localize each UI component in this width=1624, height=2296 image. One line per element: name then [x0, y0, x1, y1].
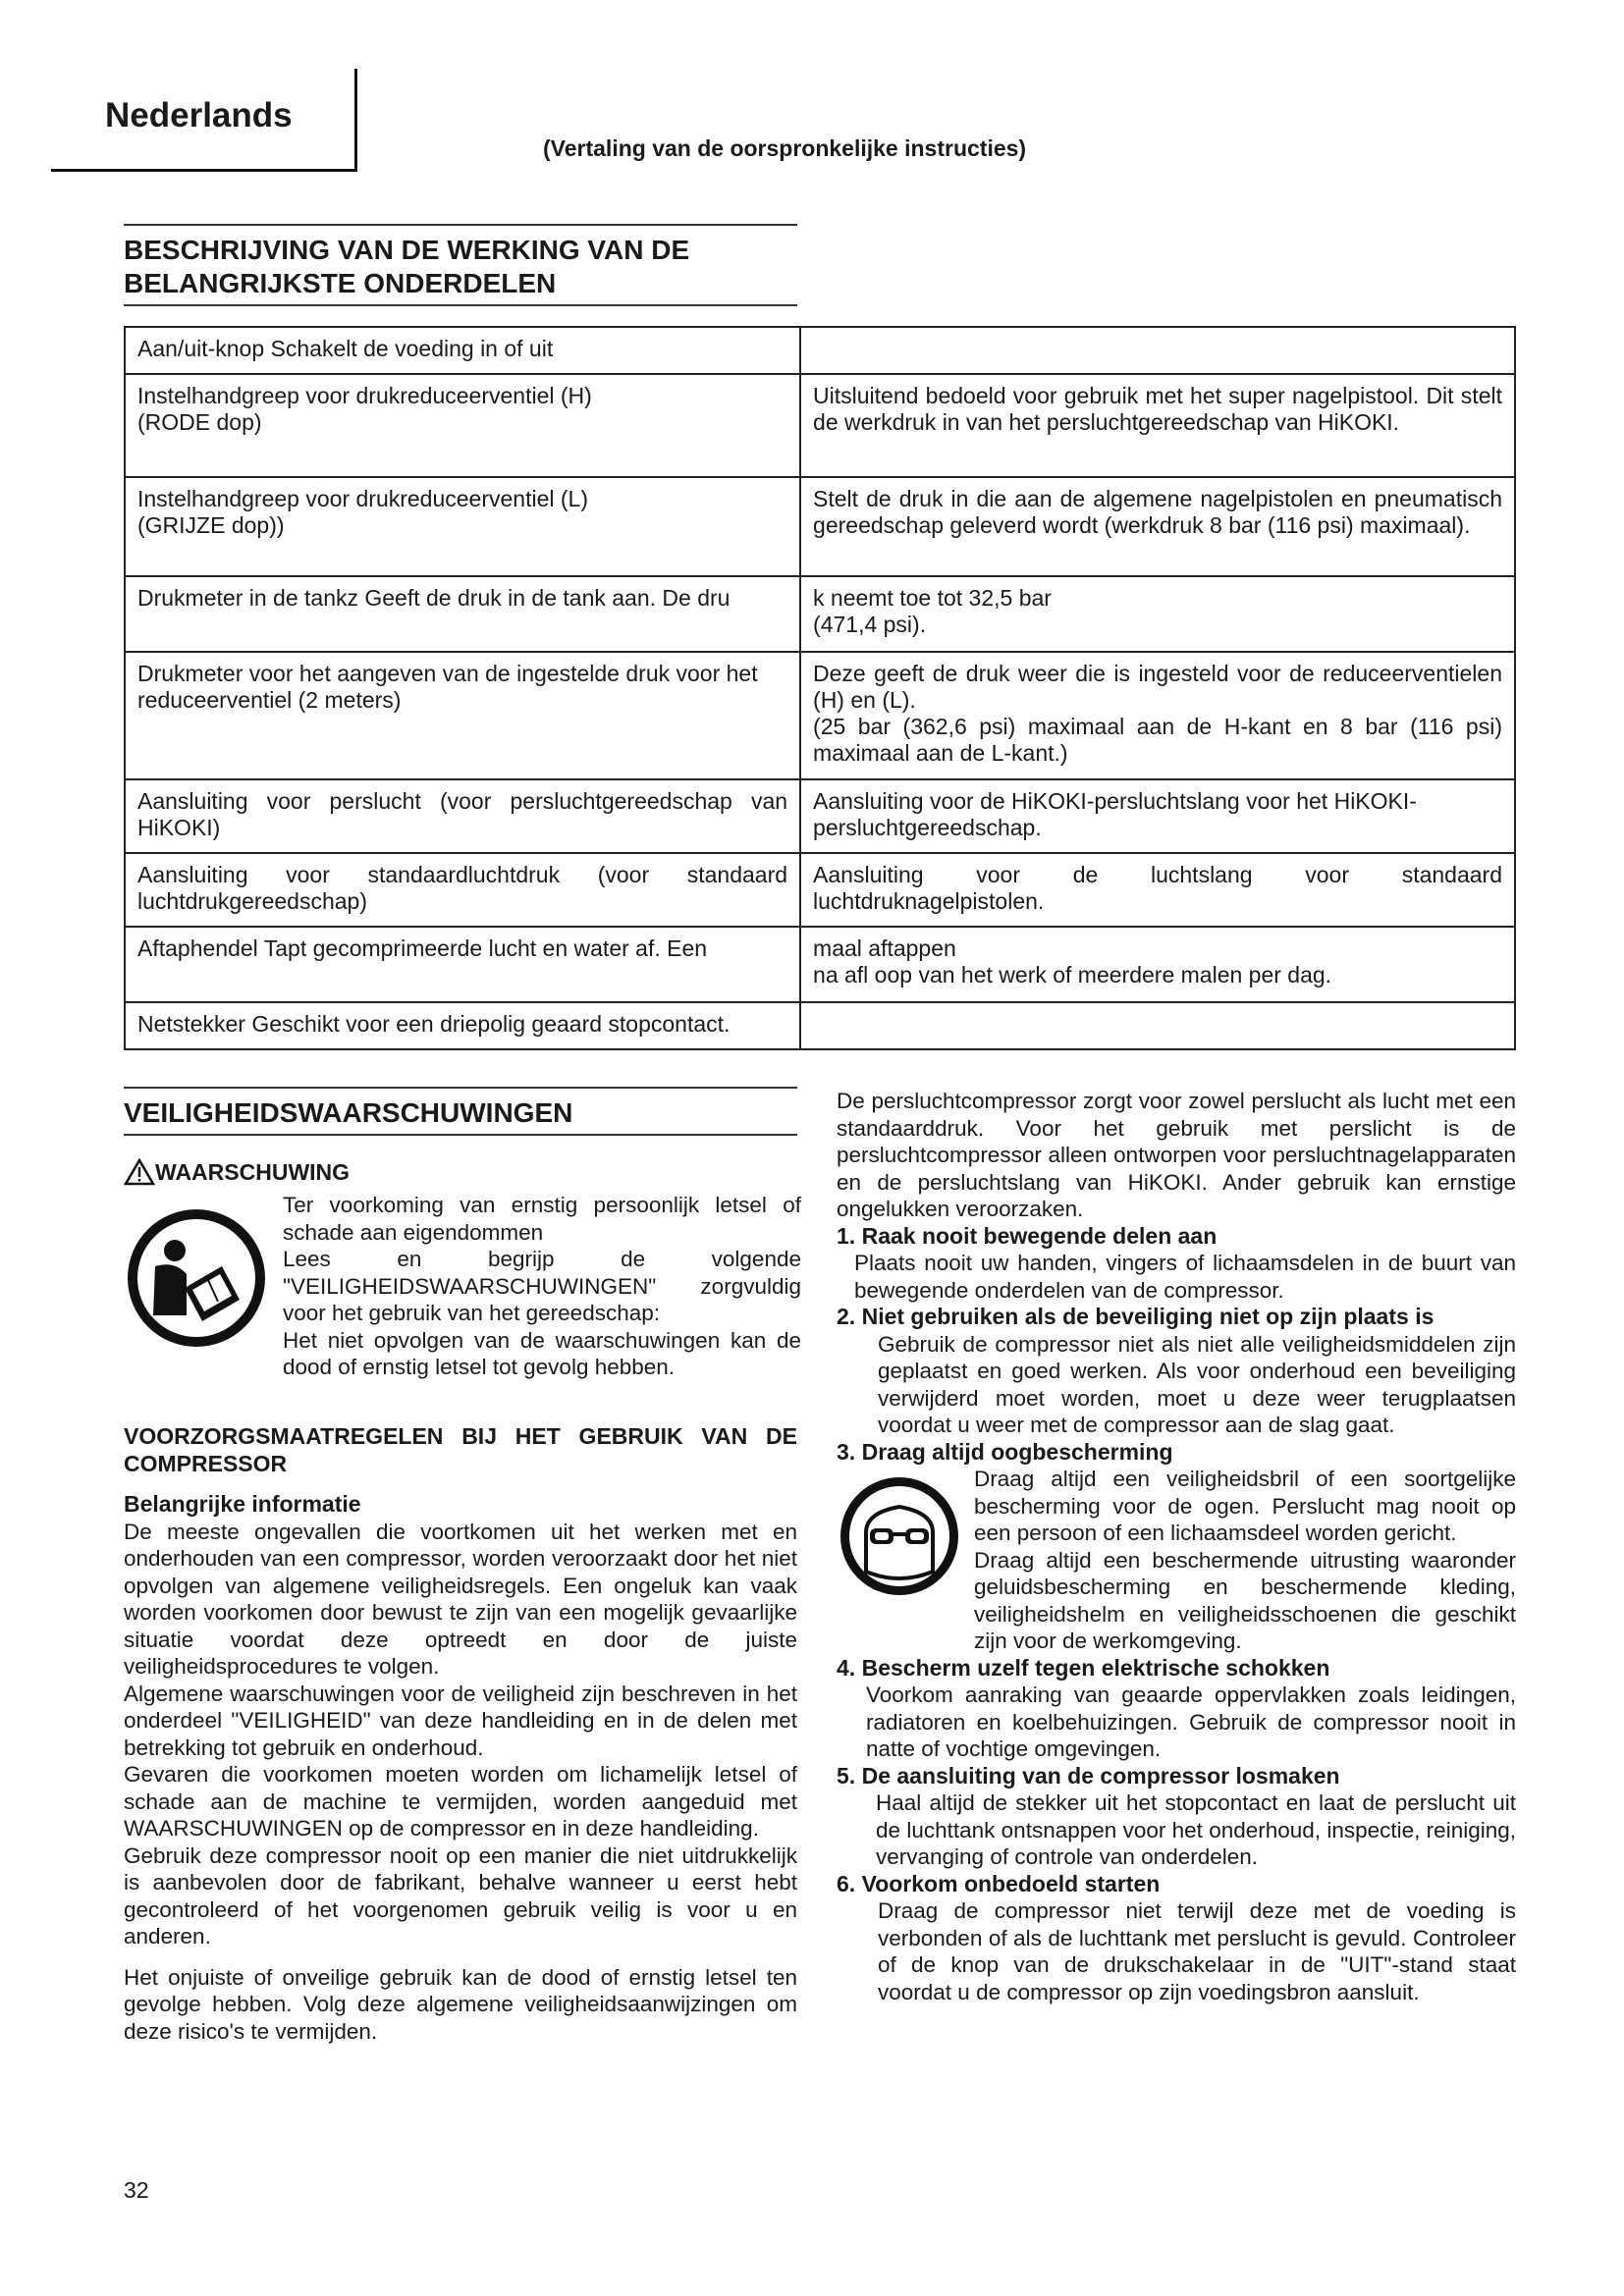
description-heading-line1: BESCHRIJVING VAN DE WERKING VAN DE [124, 235, 690, 265]
table-row [125, 652, 1515, 779]
translation-subtitle: (Vertaling van de oorspronkelijke instructies) [543, 135, 1027, 161]
warning-text-2: Lees en begrijp de volgende "VEILIGHEIDSWAARSCHUWINGEN" zorgvuldig voor het gebruik van het gereedschap: [283, 1247, 801, 1325]
item-text: Haal altijd de stekker uit het stopcontact en laat de perslucht uit de luchttank ontsnappen voor het onderhoud, inspectie, reiniging, vervanging of controle van onderdelen. [876, 1790, 1516, 1869]
table-cell-right: Uitsluitend bedoeld voor gebruik met het super nagelpistool. Dit stelt de werkdruk in van het persluchtgereedschap van HiKOKI. [800, 374, 1515, 477]
language-label: Nederlands [105, 96, 293, 134]
safety-heading: VEILIGHEIDSWAARSCHUWINGEN [124, 1087, 797, 1136]
item-text: Voorkom aanraking van geaarde oppervlakken zoals leidingen, radiatoren en koelbehuizingen. Gebruik de compressor nooit in natte of vochtige omgevingen. [866, 1682, 1516, 1761]
item-title: 4. Bescherm uzelf tegen elektrische schokken [837, 1654, 1330, 1681]
table-cell-right: Stelt de druk in die aan de algemene nagelpistolen en pneumatisch gereedschap geleverd wordt (werkdruk 8 bar (116 psi) maximaal). [800, 477, 1515, 576]
item-text: Draag de compressor niet terwijl deze met de voeding is verbonden of als de luchttank met perslucht is gevuld. Controleer of de knop van de drukschakelaar in de "UIT"-stand staat voordat u de compressor op zijn voedingsbron aansluit. [878, 1898, 1516, 2004]
item-title: 2. Niet gebruiken als de beveiliging niet op zijn plaats is [837, 1304, 1435, 1329]
table-cell-right: maal aftappen na afl oop van het werk of meerdere malen per dag. [800, 927, 1515, 1002]
parts-table [124, 326, 1516, 1050]
item-title: 5. De aansluiting van de compressor losmaken [837, 1762, 1340, 1789]
description-heading [124, 224, 797, 306]
item-text-2: Draag altijd een beschermende uitrusting waaronder geluidsbescherming en beschermende kleding, veiligheidshelm en veiligheidsschoenen die geschikt zijn voor de werkomgeving. [974, 1547, 1516, 1653]
item-text: Gebruik de compressor niet als niet alle veiligheidsmiddelen zijn geplaatst en goed werken. Als voor onderhoud een beveiliging verwijderd moet worden, moet u deze weer terugplaatsen voordat u weer met de compressor aan de slag gaat. [878, 1331, 1516, 1437]
paragraph: Gebruik deze compressor nooit op een manier die niet uitdrukkelijk is aanbevolen door de fabrikant, behalve wanneer u eerst hebt gecontroleerd of het voorgenomen gebruik veilig is voor u en anderen. [124, 1842, 797, 1949]
table-cell-left: Aan/uit-knop Schakelt de voeding in of uit [125, 327, 800, 374]
table-row [125, 327, 1515, 374]
table-cell-right: Deze geeft de druk weer die is ingesteld voor de reduceerventielen (H) en (L). (25 bar (362,6 psi) maximaal aan de H-kant en 8 bar (116 psi) maximaal aan de L-kant.) [800, 652, 1515, 779]
description-heading-line2: BELANGRIJKSTE ONDERDELEN [124, 268, 557, 298]
table-row [125, 1002, 1515, 1049]
item-text: Plaats nooit uw handen, vingers of lichaamsdelen in de buurt van bewegende onderdelen van de compressor. [854, 1251, 1516, 1303]
warning-label: WAARSCHUWING [155, 1158, 351, 1185]
table-cell-right: Aansluiting voor de HiKOKI-persluchtslang voor het HiKOKI-persluchtgereedschap. [800, 779, 1515, 853]
table-cell-left: Aftaphendel Tapt gecomprimeerde lucht en water af. Een [125, 927, 800, 1002]
list-item [837, 1871, 1516, 2006]
eye-protection-icon [837, 1473, 962, 1599]
table-row [125, 779, 1515, 853]
important-info-heading: Belangrijke informatie [124, 1491, 361, 1517]
table-cell-right: Aansluiting voor de luchtslang voor standaard luchtdruknagelpistolen. [800, 853, 1515, 927]
warning-block [124, 1158, 801, 1381]
page-number: 32 [124, 2177, 149, 2203]
table-cell-left: Instelhandgreep voor drukreduceerventiel (L) (GRIJZE dop)) [125, 477, 800, 576]
table-cell-left: Netstekker Geschikt voor een driepolig geaard stopcontact. [125, 1002, 800, 1049]
table-cell-left: Aansluiting voor standaardluchtdruk (voor standaard luchtdrukgereedschap) [125, 853, 800, 927]
warning-text-1: Ter voorkoming van ernstig persoonlijk letsel of schade aan eigendommen [283, 1193, 801, 1245]
table-cell-left: Aansluiting voor perslucht (voor persluchtgereedschap van HiKOKI) [125, 779, 800, 853]
read-manual-icon [124, 1205, 269, 1351]
item-title: 6. Voorkom onbedoeld starten [837, 1870, 1161, 1896]
table-row [125, 374, 1515, 477]
intro-paragraph: De persluchtcompressor zorgt voor zowel perslucht als lucht met een standaarddruk. Voor het gebruik met perslicht is de persluchtcompressor alleen ontworpen voor persluchtnagelapparaten en de persluchtslang van HiKOKI. Ander gebruik kan ernstige ongelukken veroorzaken. [837, 1089, 1516, 1221]
table-cell-right [800, 1002, 1515, 1049]
item-text: Draag altijd een veiligheidsbril of een soortgelijke bescherming voor de ogen. Perslucht mag nooit op een persoon of een lichaamsdeel worden gericht. [974, 1467, 1516, 1545]
list-item [837, 1439, 1516, 1655]
right-column [837, 1088, 1516, 2005]
list-item [837, 1763, 1516, 1871]
paragraph: De meeste ongevallen die voortkomen uit het werken met en onderhouden van een compressor, worden veroorzaakt door het niet opvolgen van algemene veiligheidsregels. Een ongeluk kan vaak worden voorkomen door bewust te zijn van een mogelijk gevaarlijke situatie voordat deze optreedt en door de juiste veiligheidsprocedures te volgen. [124, 1519, 797, 1679]
table-cell-left: Drukmeter voor het aangeven van de ingestelde druk voor het reduceerventiel (2 meters) [125, 652, 800, 779]
item-title: 1. Raak nooit bewegende delen aan [837, 1222, 1218, 1249]
warning-triangle-icon [124, 1158, 155, 1186]
list-item [837, 1304, 1516, 1439]
paragraph: Het onjuiste of onveilige gebruik kan de dood of ernstig letsel ten gevolge hebben. Volg deze algemene veiligheidsaanwijzingen om deze risico's te vermijden. [124, 1964, 797, 2044]
list-item [837, 1223, 1516, 1305]
table-cell-left: Drukmeter in de tankz Geeft de druk in de tank aan. De dru [125, 576, 800, 652]
table-cell-left: Instelhandgreep voor drukreduceerventiel (H) (RODE dop) [125, 374, 800, 477]
table-row [125, 576, 1515, 652]
precautions-block [124, 1423, 797, 2045]
list-item [837, 1655, 1516, 1763]
language-tab [51, 69, 357, 172]
table-cell-right: k neemt toe tot 32,5 bar (471,4 psi). [800, 576, 1515, 652]
table-row [125, 477, 1515, 576]
table-cell-right [800, 327, 1515, 374]
warning-text-3: Het niet opvolgen van de waarschuwingen kan de dood of ernstig letsel tot gevolg hebben. [283, 1327, 801, 1379]
item-title: 3. Draag altijd oogbescherming [837, 1438, 1173, 1465]
warning-title-row [124, 1158, 801, 1186]
table-row [125, 927, 1515, 1002]
table-row [125, 853, 1515, 927]
precautions-heading: VOORZORGSMAATREGELEN BIJ HET GEBRUIK VAN DE COMPRESSOR [124, 1423, 797, 1476]
paragraph: Algemene waarschuwingen voor de veiligheid zijn beschreven in het onderdeel "VEILIGHEID" van deze handleiding en in de delen met betrekking tot gebruik en onderhoud. [124, 1681, 797, 1760]
paragraph: Gevaren die voorkomen moeten worden om lichamelijk letsel of schade aan de machine te vermijden, worden aangeduid met WAARSCHUWINGEN op de compressor en in deze handleiding. [124, 1762, 797, 1841]
